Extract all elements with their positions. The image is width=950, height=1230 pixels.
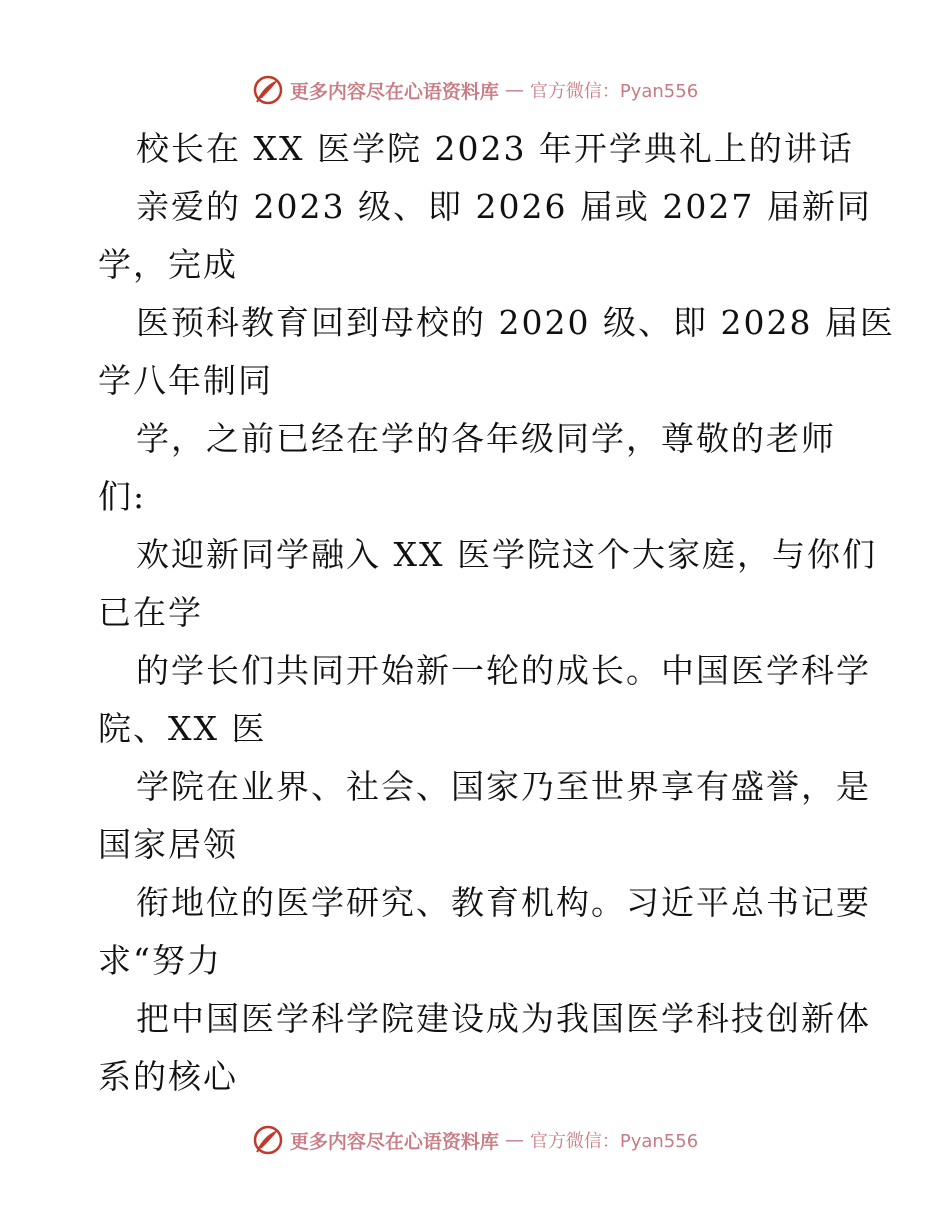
paragraph-line: 国家居领 [98,825,238,864]
paragraph-line: 院、XX 医 [98,709,267,748]
footer-banner [0,1120,950,1160]
header-separator: — [504,79,524,101]
paragraph-line: 把中国医学科学院建设成为我国医学科技创新体 [136,999,871,1038]
footer-wechat-text: 官方微信：Pyan556 [529,1131,699,1152]
paragraph-line: 学院在业界、社会、国家乃至世界享有盛誉，是 [136,767,871,806]
header-brand-text: 更多内容尽在心语资料库 [289,80,499,103]
paragraph-line: 学，完成 [98,245,238,284]
paragraph-line: 学，之前已经在学的各年级同学，尊敬的老师 [136,419,836,458]
paragraph-line: 医预科教育回到母校的 2020 级、即 2028 届医 [136,303,895,342]
paragraph-line: 们: [98,477,147,516]
paragraph-line: 学八年制同 [98,361,273,400]
footer-separator: — [504,1129,524,1151]
header-wechat-text: 官方微信：Pyan556 [529,81,699,102]
paragraph-line: 亲爱的 2023 级、即 2026 届或 2027 届新同 [136,187,872,226]
paragraph-line: 求“努力 [98,941,222,980]
paragraph-line: 衔地位的医学研究、教育机构。习近平总书记要 [136,883,871,922]
document-body [98,120,895,1106]
paragraph-line: 的学长们共同开始新一轮的成长。中国医学科学 [136,651,871,690]
pen-logo-icon [252,74,284,106]
paragraph-line: 欢迎新同学融入 XX 医学院这个大家庭，与你们 [136,535,877,574]
document-title: 校长在 XX 医学院 2023 年开学典礼上的讲话 [136,129,854,168]
header-banner [0,70,950,110]
footer-brand-text: 更多内容尽在心语资料库 [289,1130,499,1153]
pen-logo-icon [252,1124,284,1156]
paragraph-line: 系的核心 [98,1057,238,1096]
paragraph-line: 已在学 [98,593,203,632]
